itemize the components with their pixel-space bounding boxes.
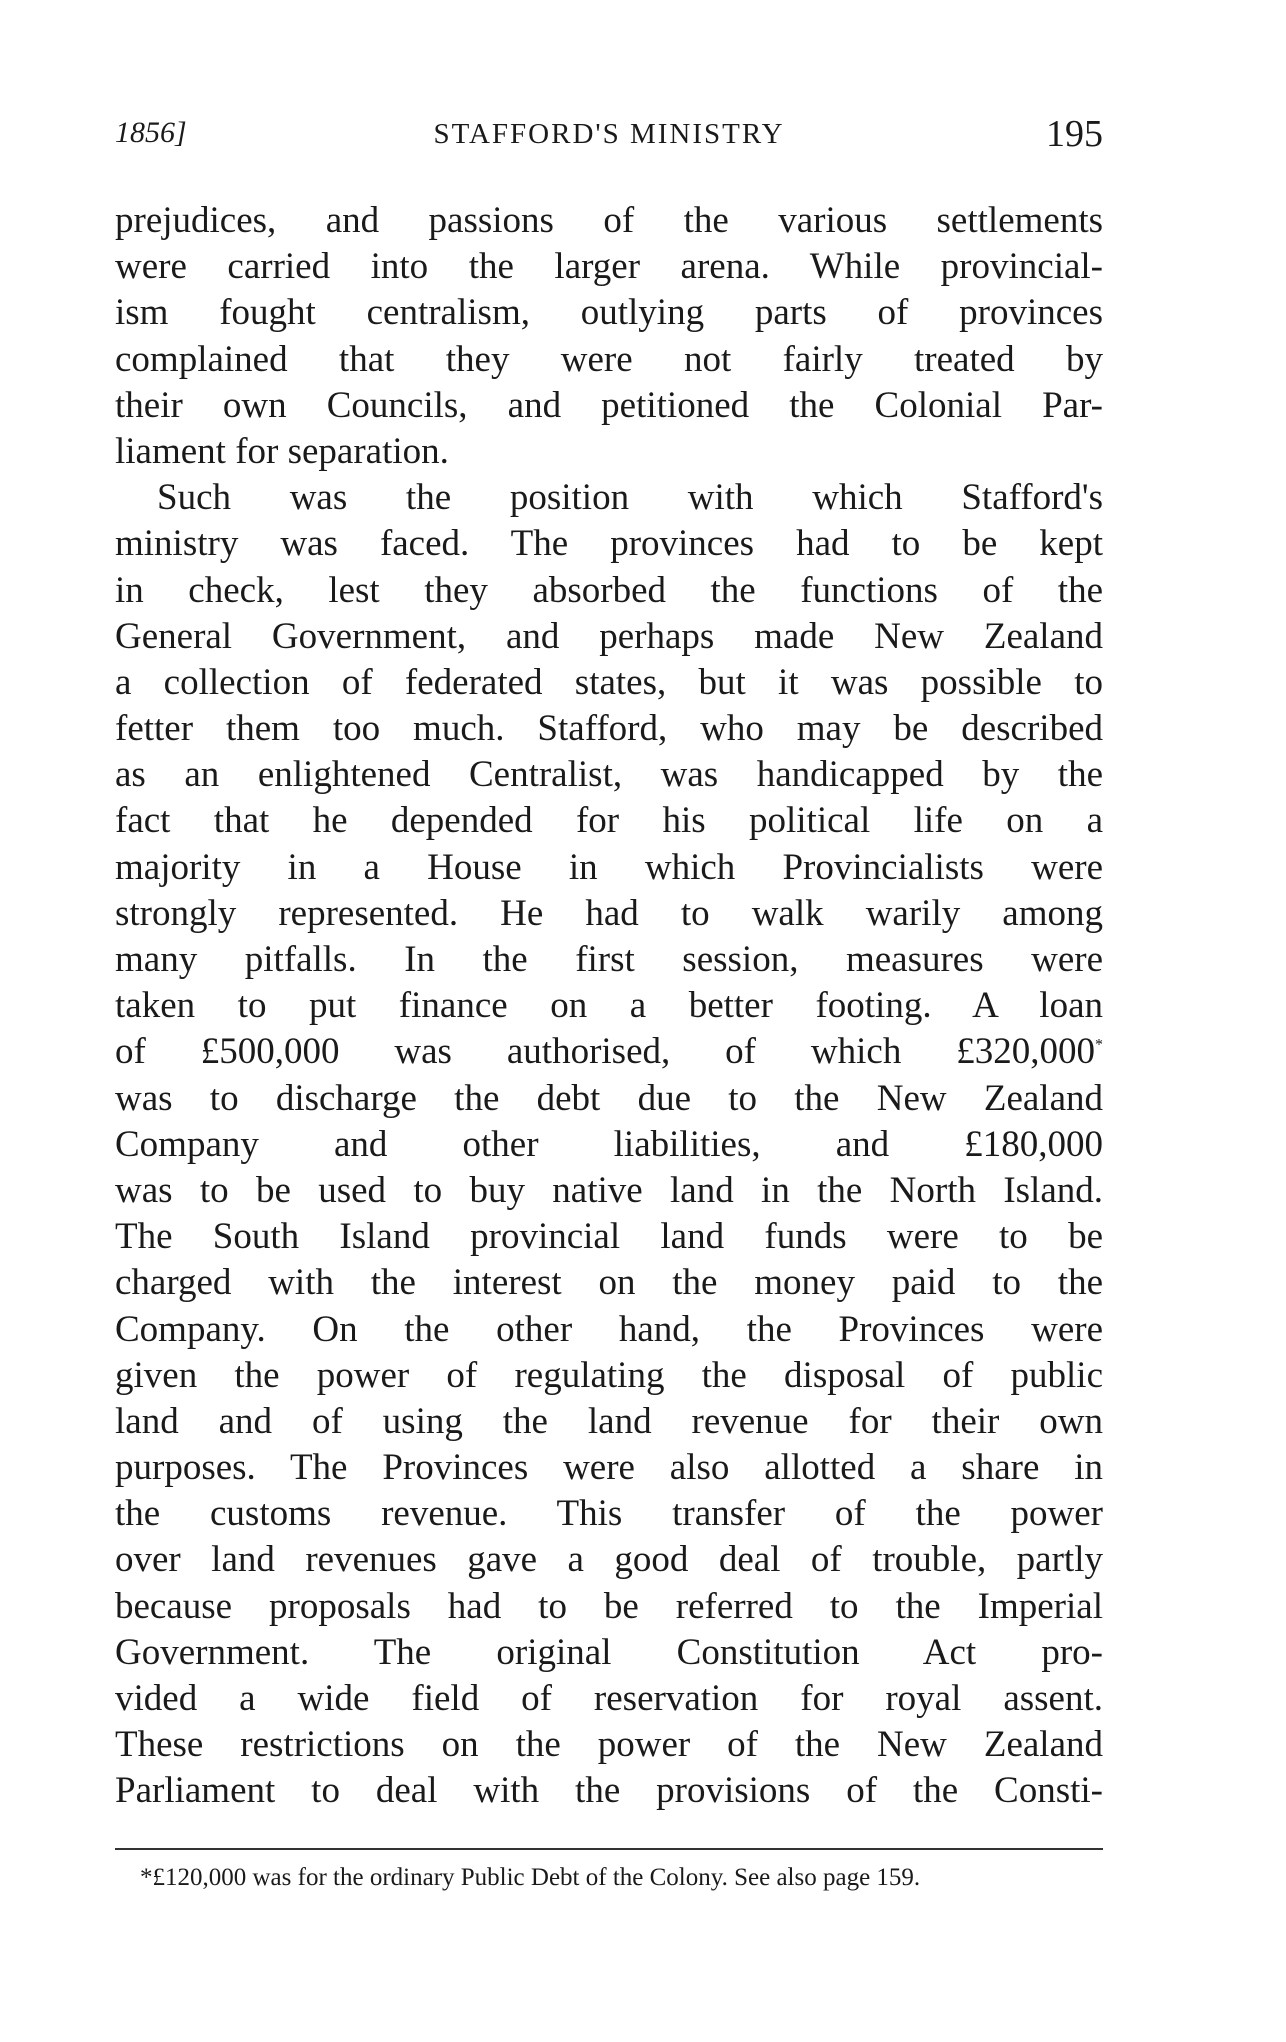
text-line: Parliament to deal with the provisions of the Consti- — [115, 1770, 1103, 1812]
text-line: charged with the interest on the money paid to the — [115, 1262, 1103, 1304]
text-line: Government. The original Constitution Act pro- — [115, 1631, 1103, 1673]
text-line: as an enlightened Centralist, was handicapped by the — [115, 754, 1103, 796]
text-line: in check, lest they absorbed the functions of the — [115, 569, 1103, 611]
text-line: Company. On the other hand, the Provinces were — [115, 1308, 1103, 1350]
text-line: purposes. The Provinces were also allotted a share in — [115, 1447, 1103, 1489]
body-text — [115, 198, 1103, 1815]
text-line: the customs revenue. This transfer of the power — [115, 1493, 1103, 1535]
text-line: were carried into the larger arena. While provincial- — [115, 246, 1103, 288]
page-number: 195 — [1046, 113, 1103, 155]
footnote-divider — [115, 1848, 1103, 1850]
running-title: STAFFORD'S MINISTRY — [433, 118, 785, 150]
text-line: Such was the position with which Stafford's — [157, 477, 1103, 519]
text-line: their own Councils, and petitioned the Colonial Par- — [115, 384, 1103, 426]
text-line: General Government, and perhaps made New Zealand — [115, 615, 1103, 657]
text-line: was to be used to buy native land in the North Island. — [115, 1169, 1103, 1211]
text-line: was to discharge the debt due to the New Zealand — [115, 1077, 1103, 1119]
text-line: because proposals had to be referred to the Imperial — [115, 1585, 1103, 1627]
text-line: taken to put finance on a better footing. A loan — [115, 985, 1103, 1027]
text-line: majority in a House in which Provincialists were — [115, 846, 1103, 888]
text-line: complained that they were not fairly treated by — [115, 338, 1103, 380]
text-line: prejudices, and passions of the various settlements — [115, 200, 1103, 241]
text-line-with-note — [115, 1029, 1103, 1075]
text-line: strongly represented. He had to walk warily among — [115, 892, 1103, 934]
text-line: ministry was faced. The provinces had to be kept — [115, 523, 1103, 565]
header-year: 1856] — [115, 116, 187, 149]
footnote-marker: * — [1095, 1037, 1103, 1055]
text-line: vided a wide field of reservation for royal assent. — [115, 1678, 1103, 1719]
text-line: fact that he depended for his political life on a — [115, 800, 1103, 842]
text-line: given the power of regulating the disposal of public — [115, 1354, 1103, 1396]
text-line: Company and other liabilities, and £180,000 — [115, 1123, 1103, 1165]
text-line: land and of using the land revenue for their own — [115, 1400, 1103, 1442]
footnote: *£120,000 was for the ordinary Public Debt of the Colony. See also page 159. — [140, 1864, 921, 1891]
text-line: fetter them too much. Stafford, who may be described — [115, 708, 1103, 750]
text-line-content: of £500,000 was authorised, of which £320,000 — [115, 1031, 1095, 1073]
running-header — [115, 112, 1103, 162]
text-line: many pitfalls. In the first session, measures were — [115, 939, 1103, 980]
text-line: a collection of federated states, but it was possible to — [115, 661, 1103, 703]
text-line: liament for separation. — [115, 430, 449, 472]
text-line: over land revenues gave a good deal of trouble, partly — [115, 1539, 1103, 1581]
text-line: These restrictions on the power of the New Zealand — [115, 1724, 1103, 1766]
text-line: ism fought centralism, outlying parts of provinces — [115, 292, 1103, 334]
text-line: The South Island provincial land funds were to be — [115, 1216, 1103, 1258]
